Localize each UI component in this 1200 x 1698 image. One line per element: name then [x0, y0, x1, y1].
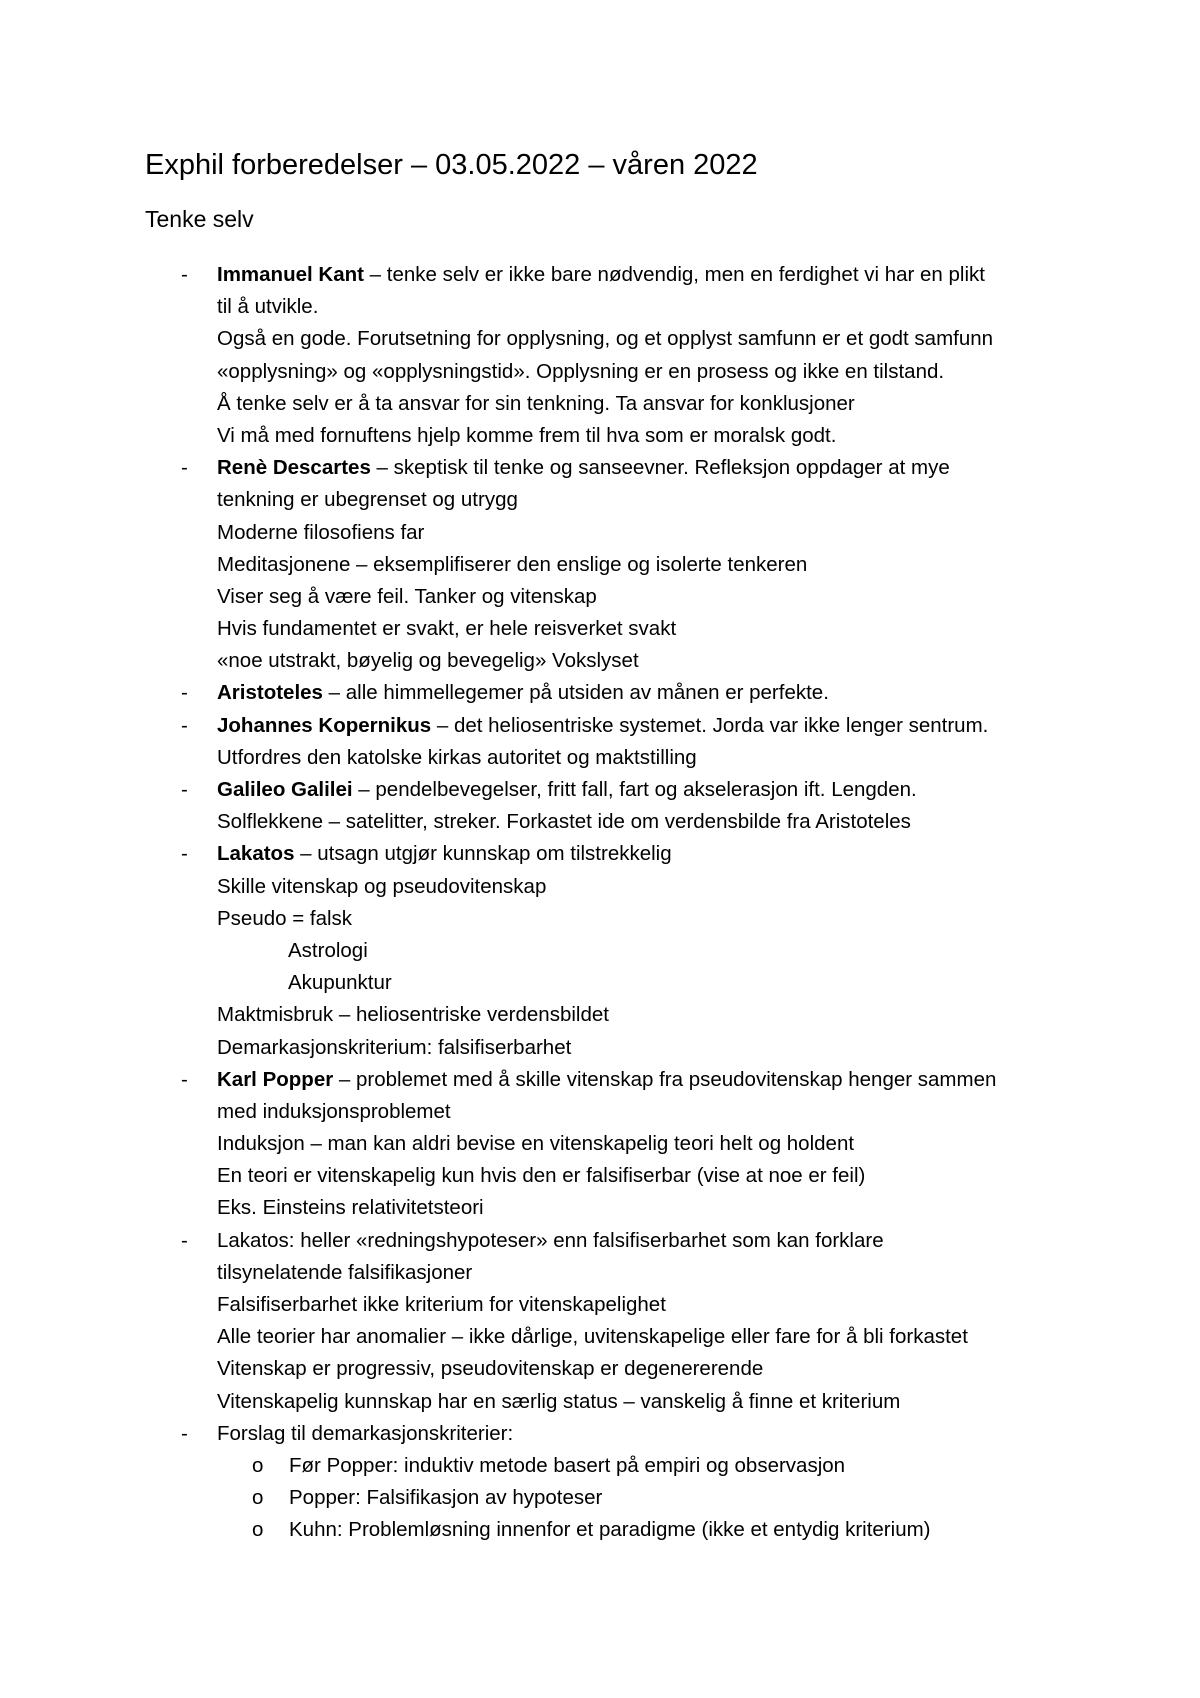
item-text	[217, 581, 597, 613]
item-text	[217, 1353, 763, 1385]
item-text	[217, 356, 944, 388]
list-item	[0, 259, 1200, 291]
circle-bullet: o	[252, 1453, 264, 1477]
item-text	[217, 677, 829, 709]
list-item	[0, 388, 1200, 420]
item-body: Solflekkene – satelitter, streker. Forkastet ide om verdensbilde fra Aristoteles	[217, 810, 911, 834]
list-item	[0, 871, 1200, 903]
list-item	[0, 613, 1200, 645]
dash-bullet: -	[181, 1228, 188, 1252]
item-text	[217, 742, 697, 774]
circle-bullet: o	[252, 1486, 264, 1510]
item-text	[289, 1450, 845, 1482]
list-item	[0, 323, 1200, 355]
item-body: Falsifiserbarhet ikke kriterium for vitenskapelighet	[217, 1293, 666, 1316]
item-body: Før Popper: induktiv metode basert på empiri og observasjon	[289, 1453, 846, 1477]
item-text	[288, 967, 392, 999]
name-label: Aristoteles	[217, 681, 323, 705]
item-text	[217, 999, 609, 1031]
list-item	[0, 677, 1200, 709]
item-text	[217, 1289, 666, 1321]
item-body: Å tenke selv er å ta ansvar for sin tenkning. Ta ansvar for konklusjoner	[217, 391, 855, 415]
item-text	[217, 1128, 854, 1160]
item-text	[288, 935, 368, 967]
item-body: Induksjon – man kan aldri bevise en vitenskapelig teori helt og holdent	[217, 1132, 855, 1156]
item-body: Pseudo = falsk	[217, 906, 353, 930]
list-item	[0, 1192, 1200, 1224]
item-text	[217, 517, 424, 549]
item-body: Akupunktur	[288, 971, 392, 995]
item-body: – utsagn utgjør kunnskap om tilstrekkelig	[294, 842, 672, 866]
list-item	[0, 1128, 1200, 1160]
item-text	[289, 1514, 931, 1546]
item-body: Alle teorier har anomalier – ikke dårlige, uvitenskapelige eller fare for å bli forkastet	[217, 1325, 968, 1349]
item-body: En teori er vitenskapelig kun hvis den er falsifiserbar (vise at noe er feil)	[217, 1164, 866, 1188]
dash-bullet: -	[181, 263, 188, 286]
dash-bullet: -	[181, 1067, 188, 1091]
item-body: Utfordres den katolske kirkas autoritet og maktstilling	[217, 745, 697, 769]
list-item	[0, 291, 1200, 323]
list-item	[0, 484, 1200, 516]
item-text	[217, 1386, 900, 1418]
item-body: Moderne filosofiens far	[217, 520, 425, 544]
list-item	[0, 903, 1200, 935]
list-item	[0, 1064, 1200, 1096]
item-text	[217, 903, 352, 935]
item-body: – det heliosentriske systemet. Jorda var ikke lenger sentrum.	[431, 713, 989, 737]
item-text	[217, 1096, 451, 1128]
item-text	[217, 1257, 472, 1289]
item-body: med induksjonsproblemet	[217, 1099, 451, 1123]
list-item	[0, 742, 1200, 774]
list-item	[0, 1032, 1200, 1064]
item-text	[217, 1418, 513, 1450]
item-text	[217, 291, 318, 323]
list-item	[0, 1289, 1200, 1321]
list-item	[0, 806, 1200, 838]
list-item	[0, 1450, 1200, 1482]
item-text	[217, 774, 917, 806]
list-item	[0, 420, 1200, 452]
item-body: «noe utstrakt, bøyelig og bevegelig» Vokslyset	[217, 649, 639, 673]
name-label: Immanuel Kant	[217, 263, 364, 286]
list-item	[0, 1225, 1200, 1257]
name-label: Galileo Galilei	[217, 778, 353, 801]
list-item	[0, 967, 1200, 999]
item-text	[217, 1192, 484, 1224]
list-item	[0, 1321, 1200, 1353]
item-text	[217, 1321, 968, 1353]
item-body: Viser seg å være feil. Tanker og vitenskap	[217, 584, 597, 608]
item-body: Vitenskap er progressiv, pseudovitenskap er degenererende	[217, 1357, 764, 1381]
item-body: Vitenskapelig kunnskap har en særlig status – vanskelig å finne et kriterium	[217, 1389, 901, 1413]
item-body: «opplysning» og «opplysningstid». Opplysning er en prosess og ikke en tilstand.	[217, 359, 945, 383]
item-text	[217, 1160, 865, 1192]
document-title: Exphil forberedelser – 03.05.2022 – våren 2022	[145, 149, 758, 181]
list-item	[0, 1386, 1200, 1418]
dash-bullet: -	[181, 1421, 188, 1445]
item-body: Vi må med fornuftens hjelp komme frem til hva som er moralsk godt.	[217, 423, 837, 447]
item-text	[217, 452, 950, 484]
list-item	[0, 549, 1200, 581]
item-body: – skeptisk til tenke og sanseevner. Refleksjon oppdager at mye	[370, 456, 950, 480]
item-body: – alle himmellegemer på utsiden av månen er perfekte.	[322, 681, 829, 705]
item-text	[217, 645, 639, 677]
item-text	[217, 806, 911, 838]
circle-bullet: o	[252, 1518, 264, 1542]
item-text	[217, 259, 985, 291]
item-text	[217, 1064, 996, 1096]
list-item	[0, 774, 1200, 806]
list-item	[0, 645, 1200, 677]
item-body: Meditasjonene – eksemplifiserer den enslige og isolerte tenkeren	[217, 552, 808, 576]
list-item	[0, 999, 1200, 1031]
item-body: tilsynelatende falsifikasjoner	[217, 1260, 473, 1284]
list-item	[0, 1482, 1200, 1514]
list-item	[0, 710, 1200, 742]
item-body: Kuhn: Problemløsning innenfor et paradigme (ikke et entydig kriterium)	[289, 1518, 931, 1542]
item-body: Demarkasjonskriterium: falsifiserbarhet	[217, 1035, 572, 1059]
dash-bullet: -	[181, 713, 188, 737]
item-text	[217, 388, 855, 420]
name-label: Renè Descartes	[217, 456, 371, 480]
item-text	[289, 1482, 602, 1514]
item-text	[217, 549, 807, 581]
notes-list	[0, 259, 1200, 1547]
item-text	[217, 710, 988, 742]
item-text	[217, 1032, 571, 1064]
item-body: til å utvikle.	[217, 295, 319, 319]
list-item	[0, 517, 1200, 549]
dash-bullet: -	[181, 681, 188, 705]
dash-bullet: -	[181, 778, 188, 801]
item-text	[217, 1225, 884, 1257]
list-item	[0, 935, 1200, 967]
item-body: Skille vitenskap og pseudovitenskap	[217, 874, 547, 898]
list-item	[0, 1418, 1200, 1450]
item-body: Forslag til demarkasjonskriterier:	[217, 1421, 514, 1445]
name-label: Karl Popper	[217, 1067, 334, 1091]
list-item	[0, 1514, 1200, 1546]
item-body: Popper: Falsifikasjon av hypoteser	[289, 1486, 603, 1510]
name-label: Johannes Kopernikus	[217, 713, 432, 737]
item-body: Lakatos: heller «redningshypoteser» enn falsifiserbarhet som kan forklare	[217, 1228, 884, 1252]
item-body: – pendelbevegelser, fritt fall, fart og akselerasjon ift. Lengden.	[352, 778, 917, 801]
item-body: Eks. Einsteins relativitetsteori	[217, 1196, 484, 1220]
list-item	[0, 452, 1200, 484]
list-item	[0, 1257, 1200, 1289]
item-body: Hvis fundamentet er svakt, er hele reisverket svakt	[217, 617, 677, 641]
list-item	[0, 356, 1200, 388]
item-text	[217, 484, 518, 516]
list-item	[0, 1353, 1200, 1385]
list-item	[0, 581, 1200, 613]
item-text	[217, 613, 676, 645]
item-text	[217, 323, 993, 355]
item-text	[217, 420, 836, 452]
list-item	[0, 838, 1200, 870]
item-text	[217, 871, 546, 903]
list-item	[0, 1160, 1200, 1192]
section-heading: Tenke selv	[145, 206, 254, 232]
item-body: – problemet med å skille vitenskap fra pseudovitenskap henger sammen	[333, 1067, 997, 1091]
item-body: Maktmisbruk – heliosentriske verdensbildet	[217, 1003, 609, 1027]
item-body: – tenke selv er ikke bare nødvendig, men en ferdighet vi har en plikt	[363, 263, 985, 286]
name-label: Lakatos	[217, 842, 295, 866]
item-body: tenkning er ubegrenset og utrygg	[217, 488, 518, 512]
list-item	[0, 1096, 1200, 1128]
item-body: Også en gode. Forutsetning for opplysning, og et opplyst samfunn er et godt samfunn	[217, 327, 994, 351]
item-text	[217, 838, 672, 870]
dash-bullet: -	[181, 456, 188, 480]
dash-bullet: -	[181, 842, 188, 866]
item-body: Astrologi	[288, 938, 368, 962]
